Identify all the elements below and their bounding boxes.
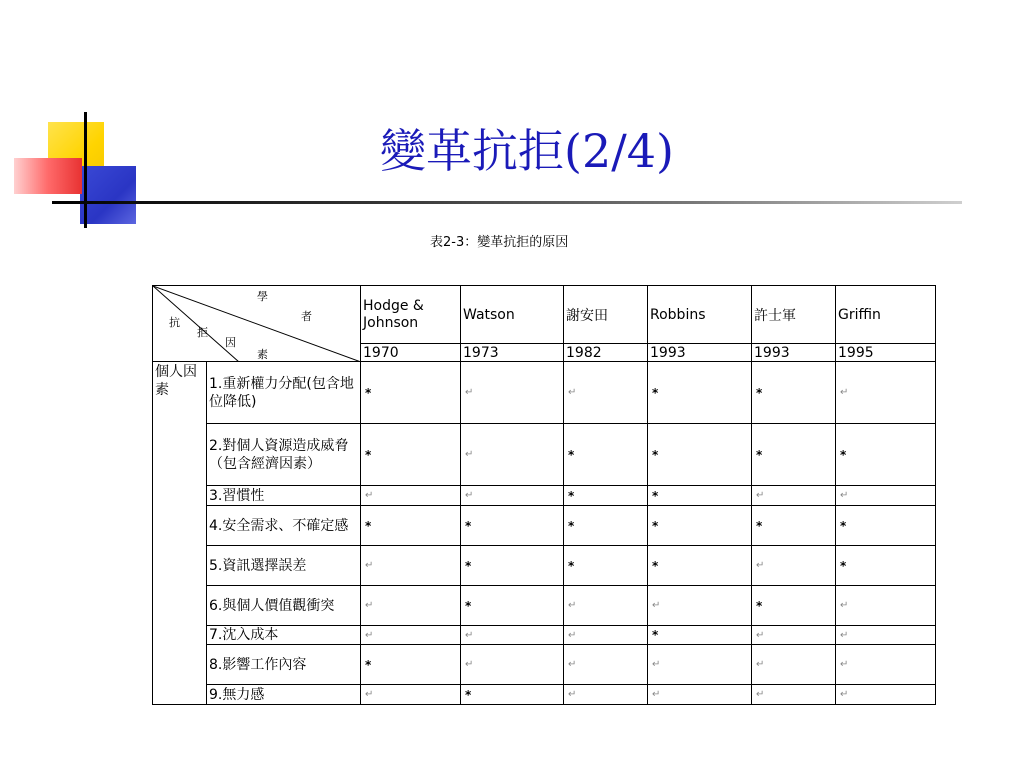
empty-cell: ↵ bbox=[564, 586, 648, 626]
year-header: 1993 bbox=[648, 344, 752, 362]
empty-cell: ↵ bbox=[648, 645, 752, 685]
category-cell: 個人因素 bbox=[153, 362, 207, 705]
mark-cell: * bbox=[648, 362, 752, 424]
factor-label: 8.影響工作內容 bbox=[207, 645, 361, 685]
scholar-header: 謝安田 bbox=[564, 286, 648, 344]
factor-label: 4.安全需求、不確定感 bbox=[207, 506, 361, 546]
factor-label: 5.資訊選擇誤差 bbox=[207, 546, 361, 586]
table-row bbox=[153, 645, 936, 685]
table-row bbox=[153, 546, 936, 586]
scholar-header: Hodge & Johnson bbox=[361, 286, 461, 344]
mark-cell: * bbox=[361, 362, 461, 424]
empty-cell: ↵ bbox=[361, 685, 461, 705]
table-caption: 表2-3：變革抗拒的原因 bbox=[430, 235, 569, 250]
mark-cell: * bbox=[461, 506, 564, 546]
table-row bbox=[153, 424, 936, 486]
empty-cell: ↵ bbox=[752, 645, 836, 685]
mark-cell: * bbox=[361, 506, 461, 546]
table-row bbox=[153, 486, 936, 506]
corner-label-factor-2: 拒 bbox=[197, 326, 208, 339]
resistance-table-container bbox=[152, 285, 936, 705]
empty-cell: ↵ bbox=[836, 486, 936, 506]
decor-red-bar bbox=[14, 158, 82, 194]
mark-cell: * bbox=[836, 546, 936, 586]
year-header: 1995 bbox=[836, 344, 936, 362]
empty-cell: ↵ bbox=[648, 685, 752, 705]
table-row bbox=[153, 506, 936, 546]
table-row bbox=[153, 626, 936, 645]
empty-cell: ↵ bbox=[752, 626, 836, 645]
mark-cell: * bbox=[564, 486, 648, 506]
mark-cell: * bbox=[461, 685, 564, 705]
empty-cell: ↵ bbox=[564, 645, 648, 685]
corner-label-scholar-1: 學 bbox=[257, 290, 268, 303]
empty-cell: ↵ bbox=[752, 685, 836, 705]
year-header: 1993 bbox=[752, 344, 836, 362]
table-row bbox=[153, 362, 936, 424]
table-row bbox=[153, 685, 936, 705]
empty-cell: ↵ bbox=[461, 424, 564, 486]
mark-cell: * bbox=[564, 424, 648, 486]
mark-cell: * bbox=[461, 546, 564, 586]
scholar-header: Watson bbox=[461, 286, 564, 344]
factor-label: 7.沈入成本 bbox=[207, 626, 361, 645]
year-header: 1970 bbox=[361, 344, 461, 362]
resistance-table bbox=[152, 285, 936, 705]
mark-cell: * bbox=[752, 586, 836, 626]
empty-cell: ↵ bbox=[836, 586, 936, 626]
mark-cell: * bbox=[836, 424, 936, 486]
corner-label-factor-4: 素 bbox=[257, 348, 268, 361]
mark-cell: * bbox=[752, 506, 836, 546]
page-title: 變革抗拒(2/4) bbox=[380, 124, 674, 178]
decor-blue-square bbox=[80, 166, 136, 224]
empty-cell: ↵ bbox=[564, 362, 648, 424]
header-corner-cell bbox=[153, 286, 361, 362]
corner-label-factor-3: 因 bbox=[225, 336, 236, 349]
mark-cell: * bbox=[648, 506, 752, 546]
year-header: 1982 bbox=[564, 344, 648, 362]
empty-cell: ↵ bbox=[461, 645, 564, 685]
factor-label: 2.對個人資源造成威脅（包含經濟因素） bbox=[207, 424, 361, 486]
mark-cell: * bbox=[752, 424, 836, 486]
empty-cell: ↵ bbox=[461, 486, 564, 506]
mark-cell: * bbox=[836, 506, 936, 546]
mark-cell: * bbox=[648, 486, 752, 506]
scholar-header: 許士軍 bbox=[752, 286, 836, 344]
mark-cell: * bbox=[361, 424, 461, 486]
table-body bbox=[153, 362, 936, 705]
empty-cell: ↵ bbox=[564, 685, 648, 705]
empty-cell: ↵ bbox=[461, 362, 564, 424]
empty-cell: ↵ bbox=[648, 586, 752, 626]
decor-vertical-line bbox=[84, 112, 87, 228]
empty-cell: ↵ bbox=[836, 362, 936, 424]
mark-cell: * bbox=[752, 362, 836, 424]
scholar-header: Robbins bbox=[648, 286, 752, 344]
empty-cell: ↵ bbox=[752, 486, 836, 506]
empty-cell: ↵ bbox=[752, 546, 836, 586]
empty-cell: ↵ bbox=[461, 626, 564, 645]
empty-cell: ↵ bbox=[564, 626, 648, 645]
title-underline bbox=[52, 201, 962, 204]
empty-cell: ↵ bbox=[361, 486, 461, 506]
mark-cell: * bbox=[361, 645, 461, 685]
empty-cell: ↵ bbox=[836, 685, 936, 705]
empty-cell: ↵ bbox=[361, 546, 461, 586]
mark-cell: * bbox=[648, 626, 752, 645]
factor-label: 3.習慣性 bbox=[207, 486, 361, 506]
factor-label: 9.無力感 bbox=[207, 685, 361, 705]
table-row bbox=[153, 586, 936, 626]
mark-cell: * bbox=[564, 506, 648, 546]
corner-label-scholar-2: 者 bbox=[301, 310, 312, 323]
mark-cell: * bbox=[648, 424, 752, 486]
empty-cell: ↵ bbox=[361, 626, 461, 645]
corner-label-factor-1: 抗 bbox=[169, 316, 180, 329]
factor-label: 1.重新權力分配(包含地位降低) bbox=[207, 362, 361, 424]
mark-cell: * bbox=[648, 546, 752, 586]
mark-cell: * bbox=[461, 586, 564, 626]
year-header: 1973 bbox=[461, 344, 564, 362]
factor-label: 6.與個人價值觀衝突 bbox=[207, 586, 361, 626]
empty-cell: ↵ bbox=[361, 586, 461, 626]
mark-cell: * bbox=[564, 546, 648, 586]
empty-cell: ↵ bbox=[836, 626, 936, 645]
empty-cell: ↵ bbox=[836, 645, 936, 685]
scholar-header: Griffin bbox=[836, 286, 936, 344]
